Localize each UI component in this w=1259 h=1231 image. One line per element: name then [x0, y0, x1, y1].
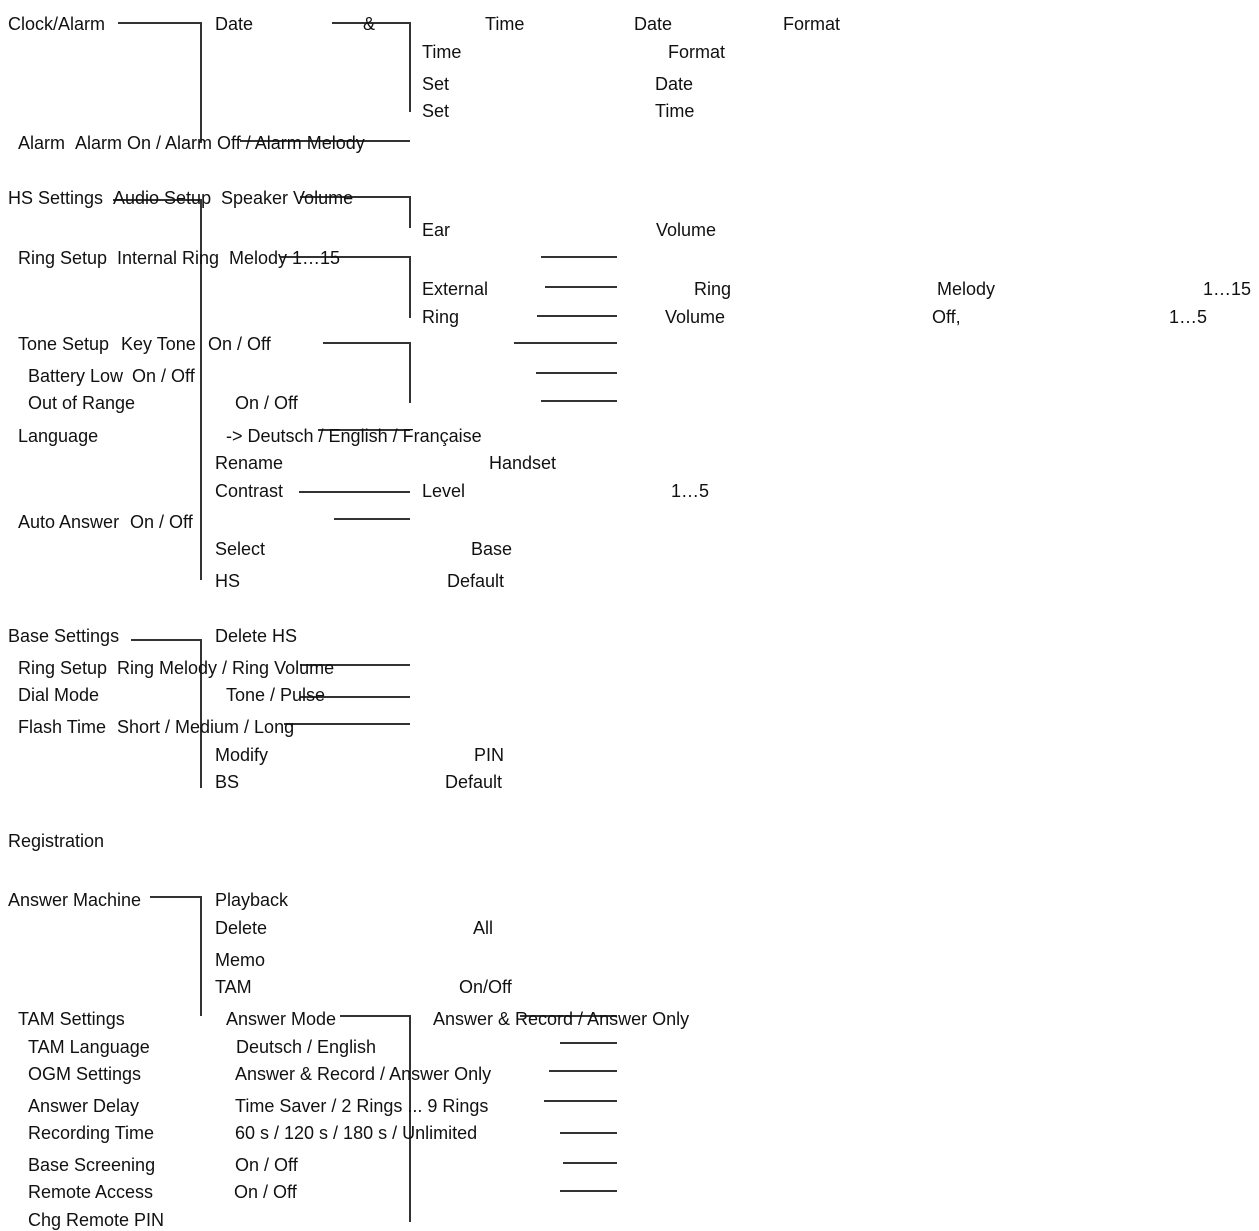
- menu-battery-low: Battery Low: [28, 366, 124, 386]
- menu-external-ring: External: [422, 279, 489, 299]
- menu-external-ring-word: Ring: [694, 279, 732, 299]
- menu-contrast-range: 1…5: [671, 481, 710, 501]
- menu-hs-settings: HS Settings: [8, 188, 104, 208]
- menu-answer-delay: Answer Delay: [28, 1096, 140, 1116]
- menu-speaker-volume: Speaker Volume: [221, 188, 354, 208]
- menu-delete-hs: Delete HS: [215, 626, 298, 646]
- menu-modify-pin: Modify: [215, 745, 269, 765]
- menu-out-of-range: Out of Range: [28, 393, 136, 413]
- menu-set-time-word: Time: [655, 101, 695, 121]
- menu-date-format: Date: [634, 14, 673, 34]
- menu-hs-default: HS: [215, 571, 241, 591]
- menu-ogm-settings: OGM Settings: [28, 1064, 142, 1084]
- menu-tam: TAM: [215, 977, 252, 997]
- menu-alarm: Alarm: [18, 133, 66, 153]
- menu-base-ring-setup: Ring Setup: [18, 658, 108, 678]
- menu-key-tone: Key Tone: [121, 334, 196, 354]
- menu-registration: Registration: [8, 831, 105, 851]
- menu-rename-handset: Handset: [489, 453, 557, 473]
- connector: [323, 343, 410, 403]
- menu-tam-language: TAM Language: [28, 1037, 150, 1057]
- menu-memo: Memo: [215, 950, 266, 970]
- menu-date-time-amp: &: [363, 14, 376, 34]
- menu-auto-answer: Auto Answer: [18, 512, 120, 532]
- menu-set-time: Set: [422, 101, 450, 121]
- menu-ring-volume-off: Off,: [932, 307, 961, 327]
- menu-language: Language: [18, 426, 99, 446]
- menu-answer-mode: Answer Mode: [226, 1009, 337, 1029]
- menu-audio-setup: Audio Setup: [113, 188, 212, 208]
- connector: [332, 23, 410, 112]
- menu-contrast-level: Level: [422, 481, 466, 501]
- menu-set-date-word: Date: [655, 74, 694, 94]
- menu-dial-mode-options: Tone / Pulse: [226, 685, 326, 705]
- connector: [118, 23, 201, 143]
- menu-answer-machine: Answer Machine: [8, 890, 142, 910]
- menu-melody-range: Melody 1…15: [229, 248, 341, 268]
- menu-date-time: Date: [215, 14, 254, 34]
- menu-chg-remote-pin: Chg Remote PIN: [28, 1210, 165, 1230]
- menu-recording-time-options: 60 s / 120 s / 180 s / Unlimited: [235, 1123, 478, 1143]
- menu-delete-all-word: All: [473, 918, 494, 938]
- menu-battery-low-toggle: On / Off: [132, 366, 195, 386]
- menu-external-melody-range: 1…15: [1203, 279, 1252, 299]
- menu-flash-time: Flash Time: [18, 717, 107, 737]
- menu-answer-delay-options: Time Saver / 2 Rings ... 9 Rings: [235, 1096, 489, 1116]
- menu-bs-default-word: Default: [445, 772, 503, 792]
- menu-alarm-options: Alarm On / Alarm Off / Alarm Melody: [75, 133, 365, 153]
- menu-recording-time: Recording Time: [28, 1123, 155, 1143]
- menu-ogm-settings-options: Answer & Record / Answer Only: [235, 1064, 492, 1084]
- menu-ring-volume-word: Volume: [665, 307, 726, 327]
- menu-tam-toggle: On/Off: [459, 977, 512, 997]
- menu-delete-all: Delete: [215, 918, 268, 938]
- menu-ear-volume: Volume: [656, 220, 717, 240]
- menu-ear: Ear: [422, 220, 451, 240]
- menu-tam-language-options: Deutsch / English: [236, 1037, 377, 1057]
- menu-select-base-word: Base: [471, 539, 513, 559]
- menu-playback: Playback: [215, 890, 289, 910]
- menu-answer-mode-options: Answer & Record / Answer Only: [433, 1009, 690, 1029]
- connector: [150, 897, 201, 1016]
- menu-flash-time-options: Short / Medium / Long: [117, 717, 295, 737]
- menu-auto-answer-toggle: On / Off: [130, 512, 193, 532]
- menu-time-format: Time: [422, 42, 462, 62]
- menu-date-format-word: Format: [783, 14, 841, 34]
- menu-external-melody: Melody: [937, 279, 996, 299]
- menu-dial-mode: Dial Mode: [18, 685, 100, 705]
- menu-ring-setup: Ring Setup: [18, 248, 108, 268]
- menu-modify-pin-word: PIN: [474, 745, 505, 765]
- menu-rename: Rename: [215, 453, 284, 473]
- menu-key-tone-toggle: On / Off: [208, 334, 271, 354]
- menu-base-screening-toggle: On / Off: [235, 1155, 298, 1175]
- menu-contrast: Contrast: [215, 481, 284, 501]
- menu-out-of-range-toggle: On / Off: [235, 393, 298, 413]
- menu-bs-default: BS: [215, 772, 240, 792]
- menu-date-time-time: Time: [485, 14, 525, 34]
- menu-tam-settings: TAM Settings: [18, 1009, 125, 1029]
- menu-base-settings: Base Settings: [8, 626, 120, 646]
- menu-select-base: Select: [215, 539, 266, 559]
- menu-base-screening: Base Screening: [28, 1155, 156, 1175]
- menu-base-ring-options: Ring Melody / Ring Volume: [117, 658, 335, 678]
- menu-remote-access: Remote Access: [28, 1182, 154, 1202]
- menu-internal-ring: Internal Ring: [117, 248, 220, 268]
- menu-remote-access-toggle: On / Off: [234, 1182, 297, 1202]
- menu-tone-setup: Tone Setup: [18, 334, 110, 354]
- menu-set-date: Set: [422, 74, 450, 94]
- menu-ring-volume-range: 1…5: [1169, 307, 1208, 327]
- menu-time-format-word: Format: [668, 42, 726, 62]
- menu-ring-volume: Ring: [422, 307, 460, 327]
- menu-hs-default-word: Default: [447, 571, 505, 591]
- menu-language-options: -> Deutsch / English / Française: [226, 426, 482, 446]
- menu-clock-alarm: Clock/Alarm: [8, 14, 106, 34]
